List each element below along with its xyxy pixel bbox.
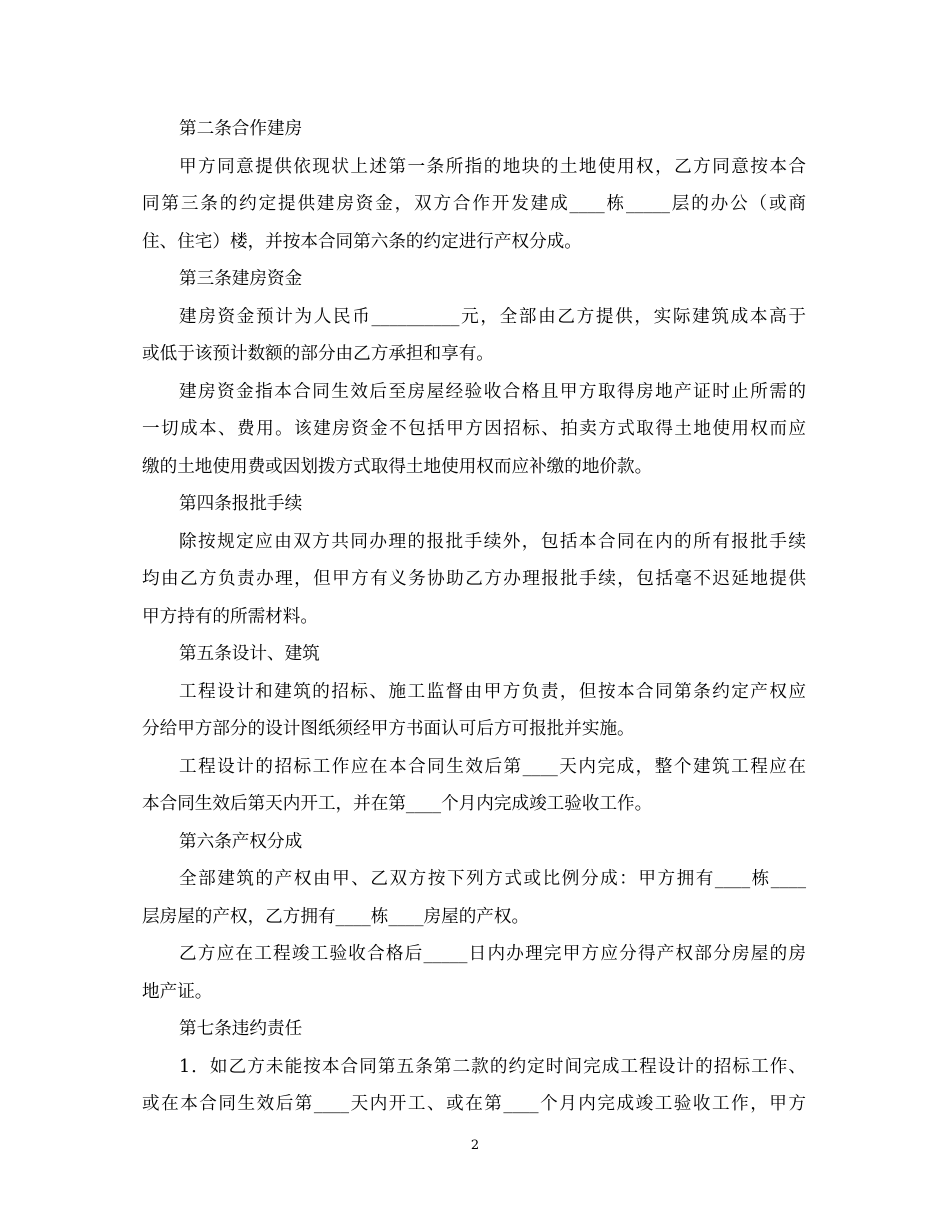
paragraph-line: 同第三条的约定提供建房资金，双方合作开发建成____栋_____层的办公（或商 xyxy=(142,194,806,214)
paragraph-line: 层房屋的产权，乙方拥有____栋____房屋的产权。 xyxy=(142,907,530,927)
paragraph-line: 工程设计的招标工作应在本合同生效后第____天内完成，整个建筑工程应在 xyxy=(179,757,806,777)
page-number: 2 xyxy=(470,1138,480,1153)
section-heading-article-5: 第五条设计、建筑 xyxy=(179,644,320,664)
paragraph-line: 分给甲方部分的设计图纸须经甲方书面认可后方可报批并实施。 xyxy=(142,719,635,739)
section-heading-article-3: 第三条建房资金 xyxy=(179,269,303,289)
paragraph-line: 甲方同意提供依现状上述第一条所指的地块的土地使用权，乙方同意按本合 xyxy=(179,157,806,177)
paragraph-line: 建房资金指本合同生效后至房屋经验收合格且甲方取得房地产证时止所需的 xyxy=(179,382,806,402)
section-heading-article-6: 第六条产权分成 xyxy=(179,832,303,852)
paragraph-line: 住、住宅）楼，并按本合同第六条的约定进行产权分成。 xyxy=(142,232,582,252)
paragraph-line: 全部建筑的产权由甲、乙双方按下列方式或比例分成：甲方拥有____栋____ xyxy=(179,869,806,889)
paragraph-line: 甲方持有的所需材料。 xyxy=(142,607,318,627)
paragraph-line: 1．如乙方未能按本合同第五条第二款的约定时间完成工程设计的招标工作、 xyxy=(179,1057,806,1077)
section-heading-article-7: 第七条违约责任 xyxy=(179,1019,303,1039)
paragraph-line: 建房资金预计为人民币__________元，全部由乙方提供，实际建筑成本高于 xyxy=(179,307,806,327)
paragraph-line: 或在本合同生效后第____天内开工、或在第____个月内完成竣工验收工作，甲方 xyxy=(142,1094,806,1114)
paragraph-line: 工程设计和建筑的招标、施工监督由甲方负责，但按本合同第条约定产权应 xyxy=(179,682,806,702)
paragraph-line: 本合同生效后第天内开工，并在第____个月内完成竣工验收工作。 xyxy=(142,794,653,814)
paragraph-line: 乙方应在工程竣工验收合格后_____日内办理完甲方应分得产权部分房屋的房 xyxy=(179,944,806,964)
paragraph-line: 或低于该预计数额的部分由乙方承担和享有。 xyxy=(142,344,494,364)
paragraph-line: 地产证。 xyxy=(142,982,213,1002)
paragraph-line: 均由乙方负责办理，但甲方有义务协助乙方办理报批手续，包括毫不迟延地提供 xyxy=(142,569,806,589)
paragraph-line: 除按规定应由双方共同办理的报批手续外，包括本合同在内的所有报批手续 xyxy=(179,532,806,552)
section-heading-article-4: 第四条报批手续 xyxy=(179,494,303,514)
paragraph-line: 缴的土地使用费或因划拨方式取得土地使用权而应补缴的地价款。 xyxy=(142,457,653,477)
section-heading-article-2: 第二条合作建房 xyxy=(179,119,303,139)
paragraph-line: 一切成本、费用。该建房资金不包括甲方因招标、拍卖方式取得土地使用权而应 xyxy=(142,419,806,439)
